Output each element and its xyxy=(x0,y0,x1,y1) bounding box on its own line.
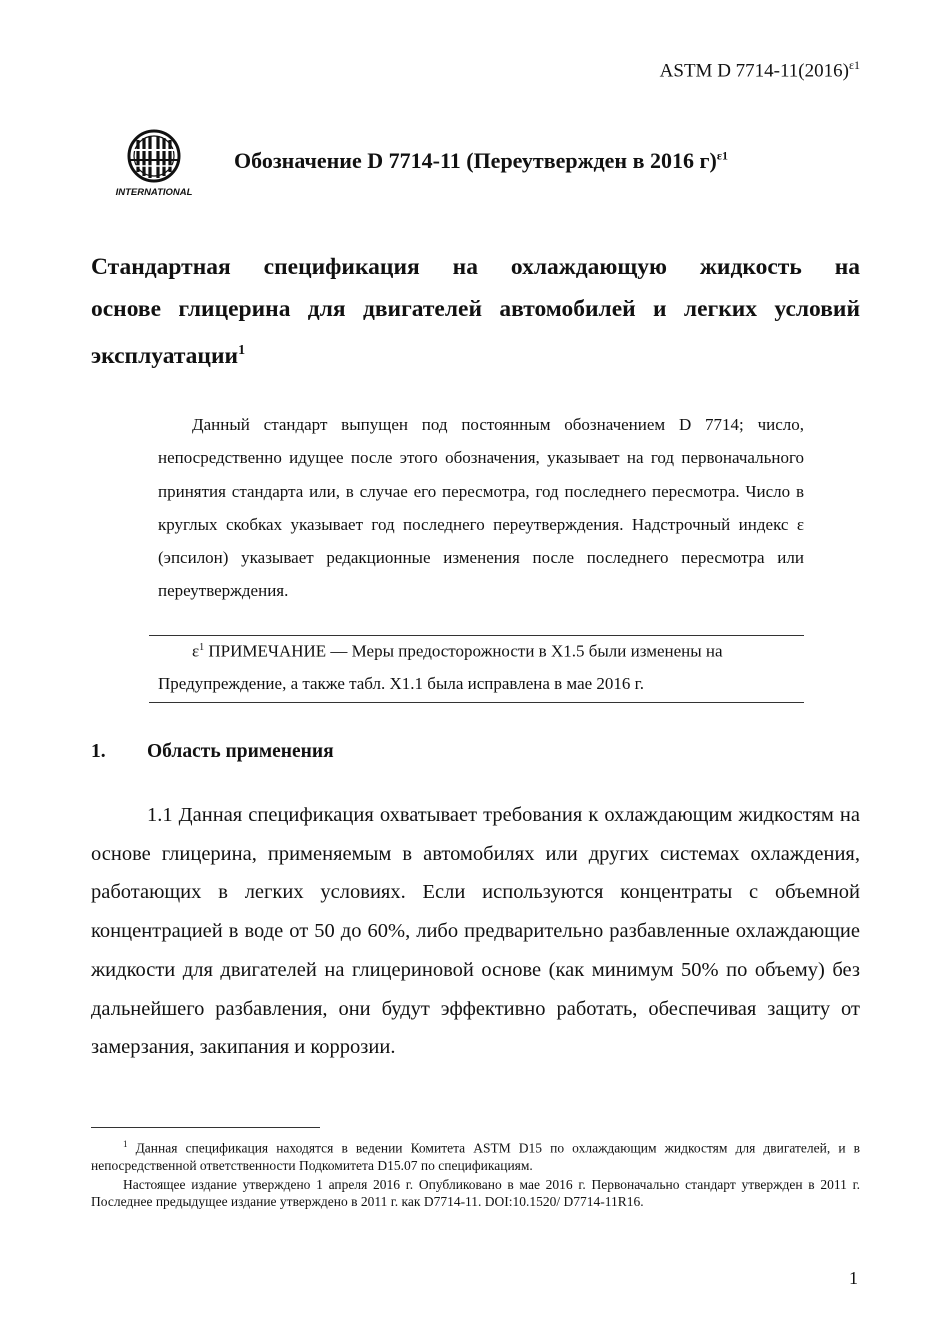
page-number: 1 xyxy=(849,1268,858,1288)
footnote-text-1: Данная спецификация находятся в ведении Комитета ASTM D15 по охлаждающим жидкостям для двигателей, и в непосредственной ответственности Подкомитета D15.07 по спецификациям. xyxy=(91,1140,860,1173)
designation-heading xyxy=(234,148,728,174)
note-bottom-divider xyxy=(149,702,804,703)
designation-superscript: ε1 xyxy=(716,148,728,163)
title-line-3 xyxy=(91,330,860,377)
document-title xyxy=(91,246,860,377)
preamble-paragraph: Данный стандарт выпущен под постоянным обозначением D 7714; число, непосредственно идущее после этого обозначения, указывает на год первоначального принятия стандарта или, в случае его пересмотра, год последнего пересмотра. Число в круглых скобках указывает год последнего переутверждения. Надстрочный индекс ε (эпсилон) указывает редакционные изменения после последнего пересмотра или переутверждения. xyxy=(158,415,804,601)
editorial-note xyxy=(158,632,804,700)
section-1-title: Область применения xyxy=(147,741,334,762)
footnote-ref: 1 xyxy=(123,1139,128,1149)
note-line-1 xyxy=(158,632,804,668)
section-1-number: 1. xyxy=(91,741,106,762)
document-id-text: ASTM D 7714-11(2016) xyxy=(659,60,849,82)
note-line-1-text: ПРИМЕЧАНИЕ — Меры предосторожности в X1.5 были изменены на xyxy=(204,641,723,661)
footnote-paragraph-1 xyxy=(91,1136,860,1174)
document-id-superscript: ε1 xyxy=(848,58,860,72)
footnote-paragraph-2: Настоящее издание утверждено 1 апреля 2016 г. Опубликовано в мае 2016 г. Первоначально стандарт утвержден в 2011 г. Последнее предыдущее издание утверждено в 2011 г. как D7714-11. DOI:10.1520/ D7714-11R16. xyxy=(91,1176,860,1209)
section-1-heading xyxy=(91,741,334,763)
logo-caption: INTERNATIONAL xyxy=(115,187,193,198)
footnote xyxy=(91,1136,860,1212)
designation-text: Обозначение D 7714-11 (Переутвержден в 2016 г) xyxy=(234,148,717,173)
note-superscript: 1 xyxy=(199,642,205,653)
astm-logo-graphic xyxy=(112,126,196,198)
title-line-2: основе глицерина для двигателей автомобилей и легких условий xyxy=(91,296,860,322)
title-line-3-text: эксплуатации xyxy=(91,342,239,369)
footnote-divider xyxy=(91,1127,320,1128)
note-symbol: ε xyxy=(192,641,200,661)
astm-international-logo-icon xyxy=(112,126,196,198)
title-line-1: Стандартная спецификация на охлаждающую жидкость на xyxy=(91,254,860,280)
note-line-2: Предупреждение, а также табл. X1.1 была исправлена в мае 2016 г. xyxy=(158,673,644,693)
document-id xyxy=(660,58,860,82)
section-1-paragraph: 1.1 Данная спецификация охватывает требования к охлаждающим жидкостям на основе глицерина, применяемым в автомобилях или других системах охлаждения, работающих в легких условиях. Если используются концентраты с объемной концентрацией в воде от 50 до 60%, либо предварительно разбавленные охлаждающие жидкости для двигателей на глицериновой основе (как минимум 50% по объему) без дальнейшего разбавления, они будут эффективно работать, обеспечивая защиту от замерзания, закипания и коррозии. xyxy=(91,804,860,1059)
title-footnote-ref: 1 xyxy=(238,343,246,358)
